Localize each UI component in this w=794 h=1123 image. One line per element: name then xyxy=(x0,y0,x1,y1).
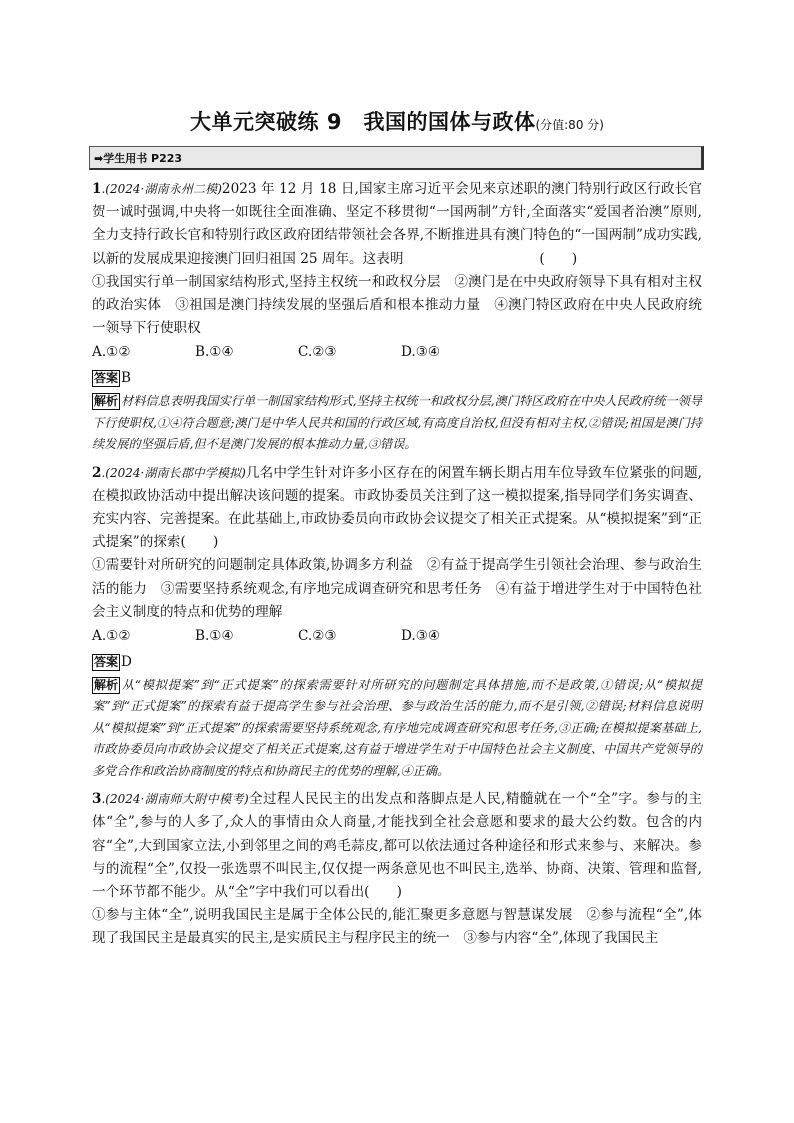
question-number: 2 xyxy=(92,464,102,481)
explanation-text: 从“模拟提案”到“正式提案”的探索需要针对所研究的问题制定具体措施,而不是政策,①错误;从“模拟提案”到“正式提案”的探索有益于提高学生参与社会治理、参与政治生活的能力,而不是引领,②错误;材料信息说明从“模拟提案”到“正式提案”的探索需要坚持系统观念,有序地完成调查研究和思考任务,③正确;在模拟提案基础上,市政协委员向市政协会议提交了相关正式提案,这有益于增进学生对于中国特色社会主义制度、中国共产党领导的多党合作和政治协商制度的特点和协商民主的优势的理解,④正确。 xyxy=(92,678,702,778)
option-b[interactable]: B.①④ xyxy=(195,628,234,645)
answer-line xyxy=(92,367,702,389)
question-stem xyxy=(92,462,702,555)
question-number: 3 xyxy=(92,791,102,808)
question-source: .(2024·湖南永州二模) xyxy=(101,182,222,196)
answer-line xyxy=(92,651,702,673)
option-b[interactable]: B.①④ xyxy=(195,344,234,361)
question-list xyxy=(92,178,702,951)
question-source: .(2024·湖南长郡中学模拟) xyxy=(101,465,246,480)
question-2 xyxy=(92,462,702,782)
explanation-tag: 解析 xyxy=(94,394,119,409)
option-c[interactable]: C.②③ xyxy=(298,344,337,361)
answer-value: D xyxy=(121,654,132,671)
question-stem xyxy=(92,178,702,271)
option-a[interactable]: A.①② xyxy=(92,628,131,645)
title-block xyxy=(0,106,794,136)
option-row xyxy=(92,624,702,648)
page-title: 大单元突破练 9 我国的国体与政体 xyxy=(190,110,536,134)
question-statements: ①参与主体“全”,说明我国民主是属于全体公民的,能汇聚更多意愿与智慧谋发展 ②参与流程“全”,体现了我国民主是最真实的民主,是实质民主与程序民主的统一 ③参与内容“全”,体现了我国民主 xyxy=(92,907,702,947)
answer-tag: 答案 xyxy=(94,655,119,670)
question-1 xyxy=(92,178,702,456)
question-statements: ①需要针对所研究的问题制定具体政策,协调多方利益 ②有益于提高学生引领社会治理、参与政治生活的能力 ③需要坚持系统观念,有序地完成调查研究和思考任务 ④有益于增进学生对于中国特色社会主义制度的特点和优势的理解 xyxy=(92,557,702,620)
option-row xyxy=(92,340,702,364)
explanation-tag: 解析 xyxy=(94,678,119,693)
student-book-bar xyxy=(89,146,704,170)
explanation-text: 材料信息表明我国实行单一制国家结构形式,坚持主权统一和政权分层,澳门特区政府在中央人民政府统一领导下行使职权,①④符合题意;澳门是中华人民共和国的行政区域,有高度自治权,但没有相对主权,②错误;祖国是澳门持续发展的坚强后盾,但不是澳门发展的根本推动力量,③错误。 xyxy=(92,394,702,452)
question-text: 几名中学生针对许多小区存在的闲置车辆长期占用车位导致车位紧张的问题,在模拟政协活动中提出解决该问题的提案。市政协委员关注到了这一模拟提案,指导同学们务实调查、充实内容、完善提案。在此基础上,市政协委员向市政协会议提交了相关正式提案。从“模拟提案”到“正式提案”的探索( ) xyxy=(92,464,702,551)
question-3 xyxy=(92,788,702,950)
score-note: (分值:80 分) xyxy=(535,118,604,132)
option-c[interactable]: C.②③ xyxy=(298,628,337,645)
question-number: 1 xyxy=(92,181,102,197)
question-stem xyxy=(92,788,702,904)
student-book-label: ➡学生用书 P223 xyxy=(94,152,183,165)
question-statements: ①我国实行单一制国家结构形式,坚持主权统一和政权分层 ②澳门是在中央政府领导下具有相对主权的政治实体 ③祖国是澳门持续发展的坚强后盾和根本推动力量 ④澳门特区政府在中央人民政府统一领导下行使职权 xyxy=(92,273,702,337)
explanation xyxy=(92,391,702,455)
answer-tag: 答案 xyxy=(94,371,119,386)
option-a[interactable]: A.①② xyxy=(92,344,131,361)
question-source: .(2024·湖南师大附中模考) xyxy=(101,792,249,807)
option-d[interactable]: D.③④ xyxy=(401,628,441,645)
question-text: 2023 年 12 月 18 日,国家主席习近平会见来京述职的澳门特别行政区行政长官贺一诚时强调,中央将一如既往全面准确、坚定不移贯彻“一国两制”方针,全面落实“爱国者治澳”原则,全力支持行政长官和特别行政区政府团结带领社会各界,不断推进具有澳门特色的“一国两制”成功实践,以新的发展成果迎接澳门回归祖国 25 周年。这表明 ( ) xyxy=(92,181,702,267)
explanation xyxy=(92,675,702,782)
option-d[interactable]: D.③④ xyxy=(401,344,441,361)
answer-value: B xyxy=(121,370,132,387)
question-text: 全过程人民民主的出发点和落脚点是人民,精髓就在一个“全”字。参与的主体“全”,参与的人多了,众人的事情由众人商量,才能找到全社会意愿和要求的最大公约数。包含的内容“全”,大到国家立法,小到邻里之间的鸡毛蒜皮,都可以依法通过各种途径和形式来参与、来解决。参与的流程“全”,仅投一张选票不叫民主,仅仅提一两条意见也不叫民主,选举、协商、决策、管理和监督,一个环节都不能少。从“全”字中我们可以看出( ) xyxy=(92,791,702,900)
